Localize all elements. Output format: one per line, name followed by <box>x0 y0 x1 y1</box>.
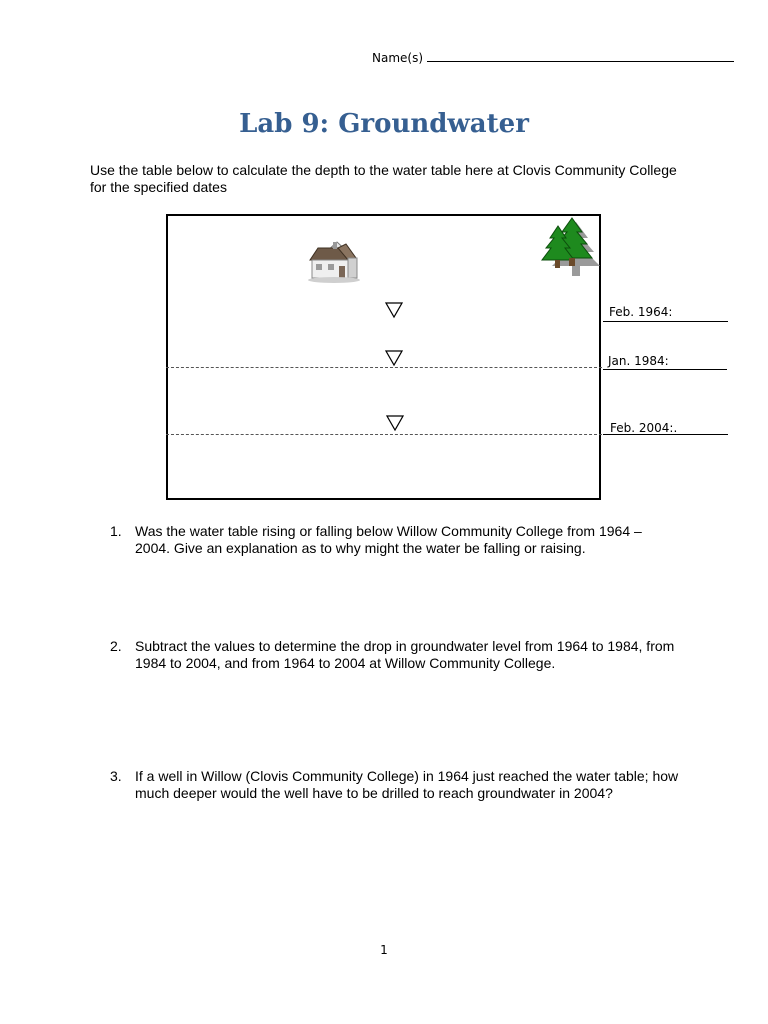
name-blank-line[interactable] <box>427 51 734 62</box>
intro-paragraph: Use the table below to calculate the depth to the water table here at Clovis Community College for the specified dates <box>90 162 677 195</box>
question-number: 3. <box>110 768 122 784</box>
water-table-line-2004 <box>166 434 602 435</box>
label-feb-1964: Feb. 1964: <box>609 305 673 319</box>
water-table-triangle-icon <box>385 349 403 367</box>
question-text: Subtract the values to determine the drop in groundwater level from 1964 to 1984, from 1984 to 2004, and from 1964 to 2004 at Willow Community College. <box>135 638 675 671</box>
name-label: Name(s) <box>372 51 424 65</box>
name-field[interactable] <box>372 51 734 65</box>
trees-icon <box>536 216 604 280</box>
page-title: Lab 9: Groundwater <box>239 109 529 139</box>
question-text: Was the water table rising or falling below Willow Community College from 1964 – 2004. Give an explanation as to why might the water be falling or raising. <box>135 523 642 556</box>
answer-line-1964[interactable] <box>603 321 728 322</box>
question-number: 2. <box>110 638 122 654</box>
label-feb-2004: Feb. 2004:. <box>610 421 678 435</box>
question-number: 1. <box>110 523 122 539</box>
water-table-triangle-icon <box>386 414 404 432</box>
house-icon <box>306 240 360 284</box>
answer-line-2004[interactable] <box>603 434 728 435</box>
page-number: 1 <box>380 943 388 957</box>
water-table-line-1984 <box>166 367 602 368</box>
question-text: If a well in Willow (Clovis Community College) in 1964 just reached the water table; how much deeper would the well have to be drilled to reach groundwater in 2004? <box>135 768 679 801</box>
label-jan-1984: Jan. 1984: <box>608 354 669 368</box>
answer-line-1984[interactable] <box>603 369 727 370</box>
water-table-triangle-icon <box>385 301 403 319</box>
